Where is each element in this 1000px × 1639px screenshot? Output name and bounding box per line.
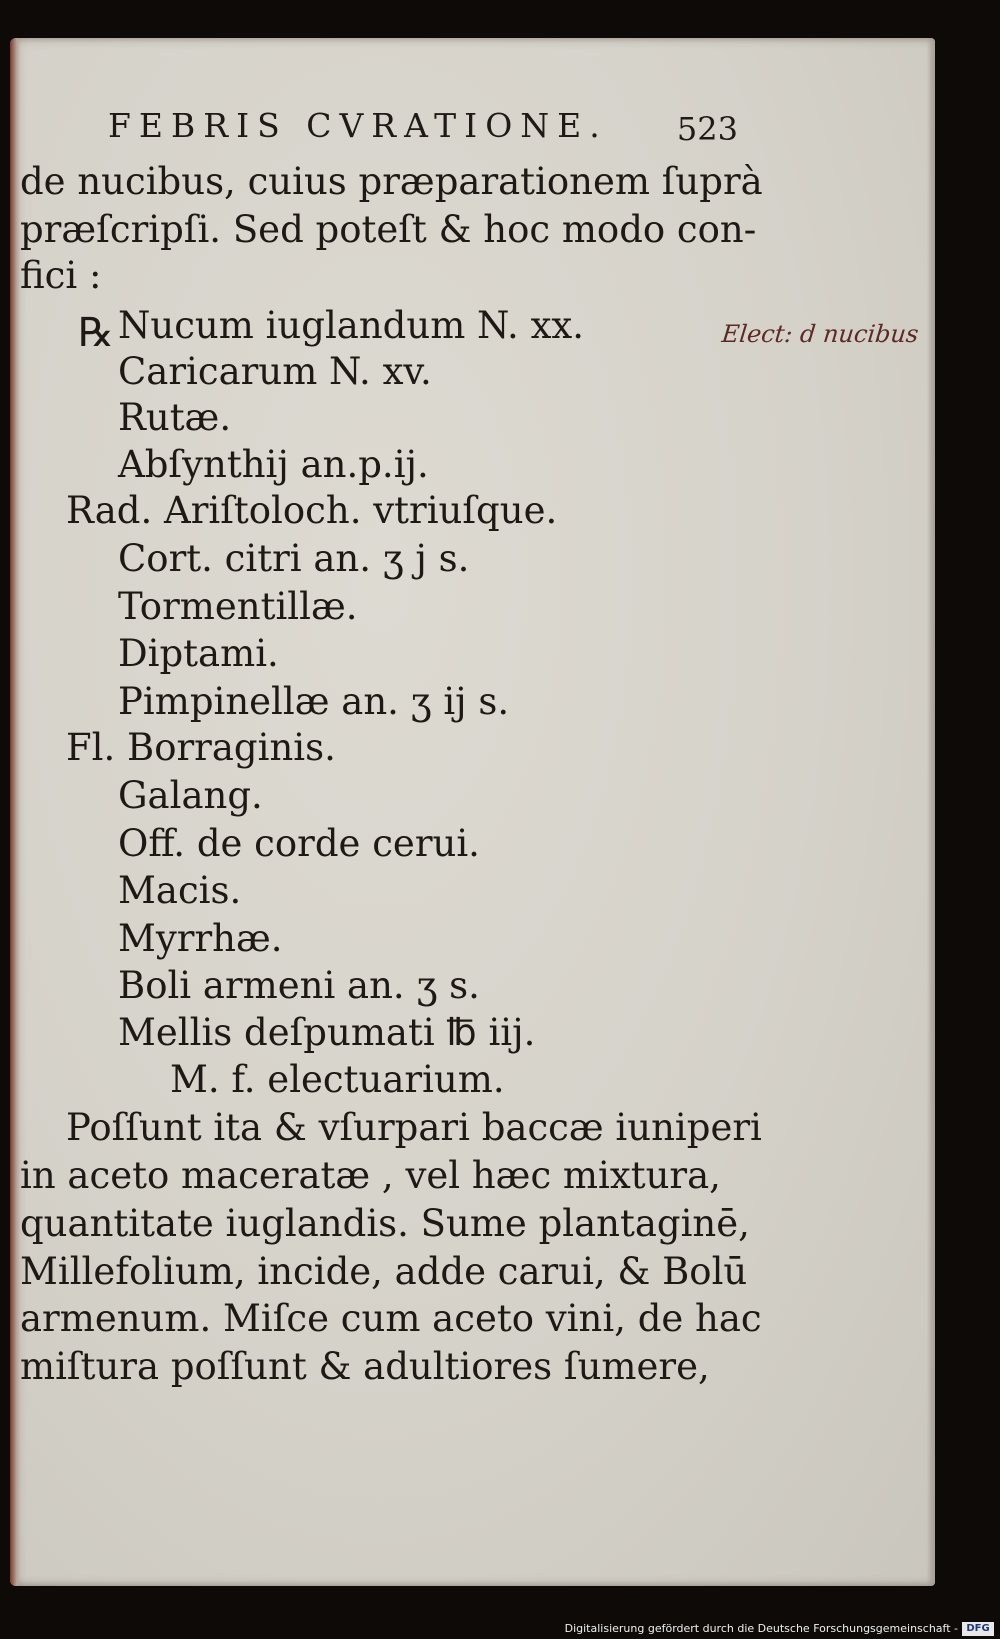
- running-header: [108, 106, 738, 156]
- recipe-item: Abſynthij an.p.ij.: [118, 443, 429, 486]
- marginal-note: Elect: d nucibus: [720, 320, 920, 348]
- recipe-item: Galang.: [118, 774, 263, 817]
- closing-line: miſtura poſſunt & adultiores ſumere,: [20, 1345, 710, 1388]
- page-edge: [927, 38, 935, 1586]
- recipe-symbol: ℞: [78, 310, 114, 356]
- closing-line: Millefolium, incide, adde carui, & Bolū: [20, 1250, 748, 1293]
- recipe-item: Macis.: [118, 869, 242, 912]
- recipe-item: Mellis deſpumati ℔ iij.: [118, 1011, 536, 1054]
- page-number: 523: [676, 110, 738, 148]
- recipe-item: Rutæ.: [118, 396, 232, 439]
- dfg-logo: DFG: [962, 1622, 994, 1636]
- running-title: FEBRIS CVRATIONE.: [108, 106, 608, 145]
- closing-line: quantitate iuglandis. Sume plantaginē,: [20, 1202, 750, 1245]
- closing-line: Poſſunt ita & vſurpari baccæ iuniperi: [66, 1106, 762, 1149]
- recipe-item: Fl. Borraginis.: [66, 726, 336, 769]
- recipe-item: Off. de corde cerui.: [118, 822, 480, 865]
- recipe-item: Tormentillæ.: [118, 585, 358, 628]
- intro-line: præſcripſi. Sed poteſt & hoc modo con-: [20, 208, 757, 251]
- recipe-item: Rad. Ariſtoloch. vtriuſque.: [66, 489, 558, 532]
- recipe-item: Boli armeni an. ʒ s.: [118, 964, 480, 1007]
- closing-line: armenum. Miſce cum aceto vini, de hac: [20, 1297, 762, 1340]
- recipe-directive: M. f. electuarium.: [170, 1058, 505, 1101]
- recipe-item: Diptami.: [118, 632, 279, 675]
- recipe-item: Caricarum N. xv.: [118, 350, 432, 393]
- recipe-item: Cort. citri an. ʒ j s.: [118, 537, 470, 580]
- digitization-footer: [0, 1615, 1000, 1639]
- recipe-item: Nucum iuglandum N. xx.: [118, 304, 585, 347]
- page-spine: [10, 38, 20, 1586]
- intro-line: de nucibus, cuius præparationem ſuprà: [20, 160, 763, 203]
- book-page: [10, 38, 935, 1586]
- recipe-item: Myrrhæ.: [118, 917, 283, 960]
- intro-line: fici :: [20, 254, 102, 297]
- closing-line: in aceto maceratæ , vel hæc mixtura,: [20, 1154, 721, 1197]
- funding-credit: Digitalisierung gefördert durch die Deutsche Forschungsgemeinschaft -: [564, 1622, 958, 1635]
- recipe-item: Pimpinellæ an. ʒ ij s.: [118, 680, 510, 723]
